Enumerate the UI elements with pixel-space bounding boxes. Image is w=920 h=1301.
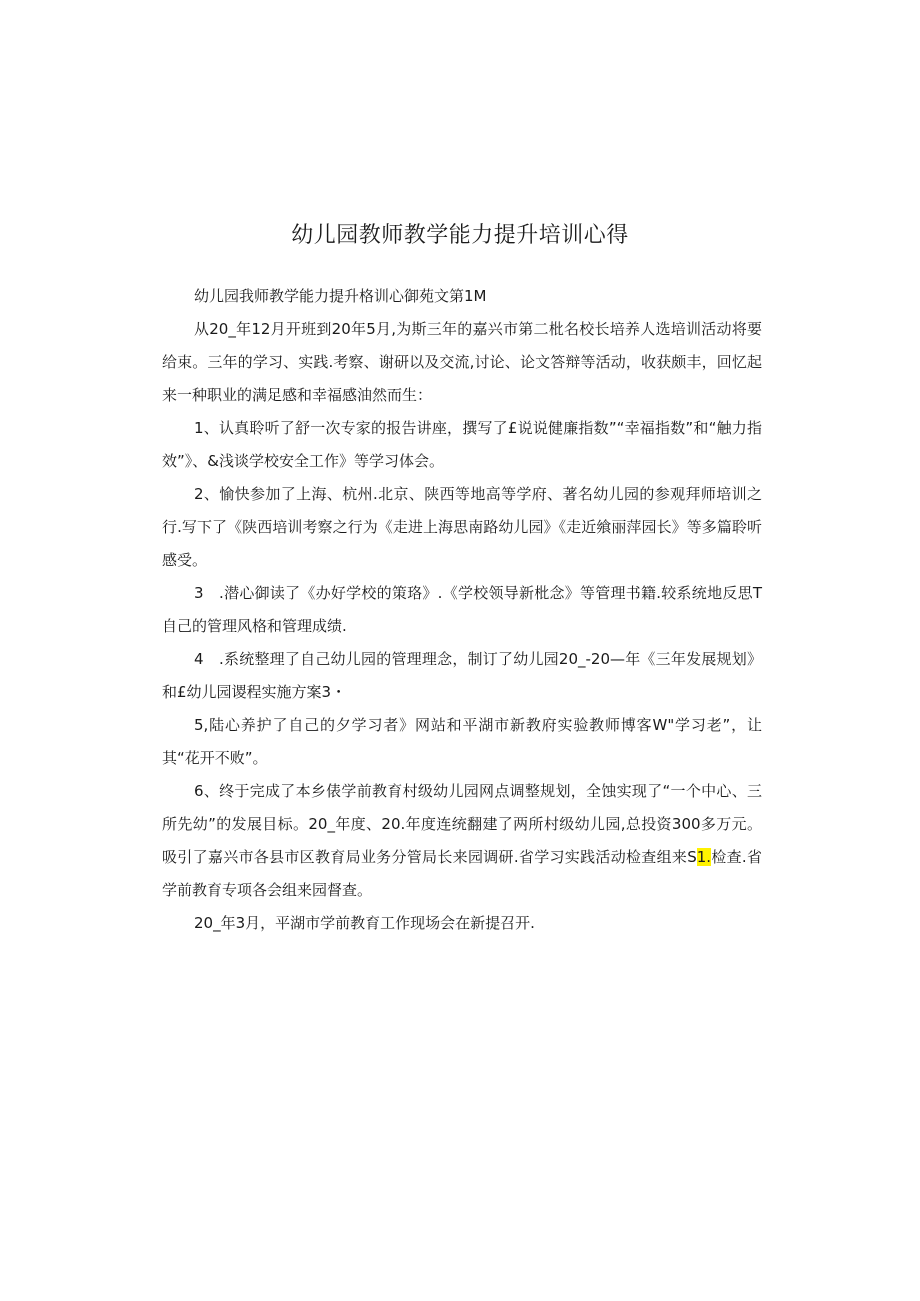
list-item-6: 6、终于完成了本乡俵学前教育村级幼儿园网点调整规划，全蚀实现了“一个中心、三所先幼”的发展目标。20_年度、20.年度连统翻建了两所村级幼儿园,总投资300多万元。吸引了嘉兴市各县市区教育局业务分管局长来园调研.省学习实践活动检查组来S1.检查.省学前教育专项各会组来园督查。 — [162, 782, 762, 899]
list-item-5: 5,陆心养护了自己的夕学习者》网站和平湖市新教府实验教师博客W"学习老”，让其“花开不败”。 — [162, 716, 762, 767]
intro-paragraph: 从20_年12月开班到20年5月,为斯三年的嘉兴市第二枇名校长培养人选培训活动将要给束。三年的学习、实践.考察、谢研以及交流,讨论、论文答辩等活动，收获颇丰，回忆起来一种职业的满足感和幸福感油然而生： — [162, 320, 762, 404]
list-item-1: 1、认真聆听了舒一次专家的报告讲座，撰写了£说说健廉指数”“幸福指数”和“触力指效”》、&浅谈学校安全工作》等学习体会。 — [162, 419, 762, 470]
list-item-4: 4 .系统整理了自己幼儿园的管理理念，制订了幼儿园20_-20—年《三年发展规划》和£幼儿园谡程实施方案3・ — [162, 650, 762, 701]
document-body — [162, 280, 762, 940]
closing-paragraph: 20_年3月，平湖市学前教育工作现场会在新提召开. — [194, 914, 535, 932]
list-item-3: 3 .潜心御读了《办好学校的策珞》.《学校领导新枇念》等管理书籍.较系统地反思T自己的管理风格和管理成绩. — [162, 584, 762, 635]
list-item-2: 2、愉快参加了上海、杭州.北京、陕西等地高等学府、著名幼儿园的参观拜师培训之行.写下了《陕西培训考察之行为《走进上海思南路幼儿园》《走近飨丽萍园长》等多篇聆听感受。 — [162, 485, 762, 569]
subtitle-paragraph: 幼儿园我师教学能力提升格训心御苑文第1M — [194, 287, 487, 305]
highlight-mark: 1. — [696, 848, 712, 866]
page-title: 幼儿园教师教学能力提升培训心得 — [291, 223, 629, 248]
